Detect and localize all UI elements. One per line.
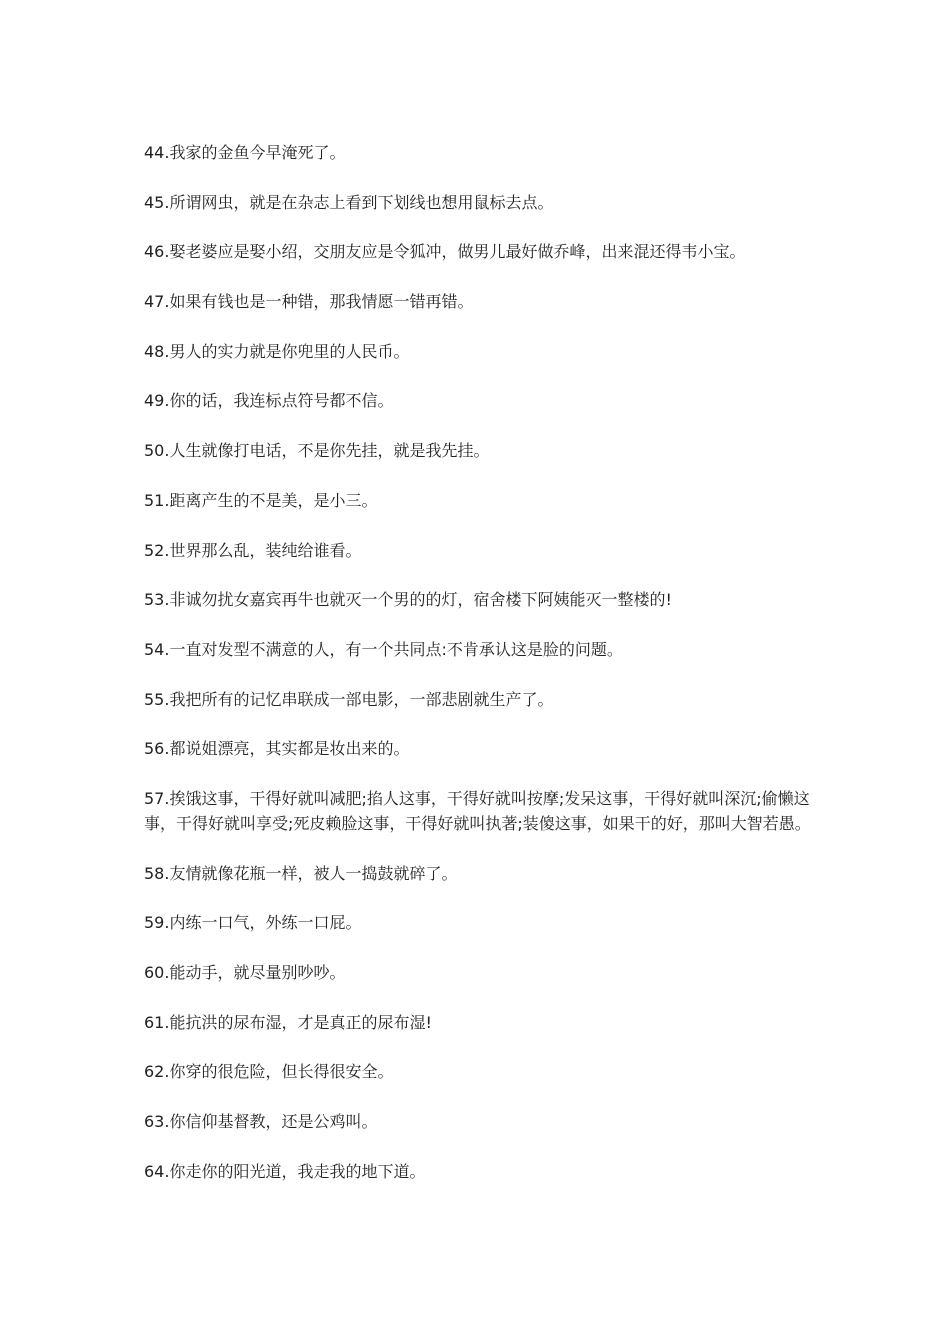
- list-item: 45.所谓网虫，就是在杂志上看到下划线也想用鼠标去点。: [144, 192, 554, 212]
- list-item: 55.我把所有的记忆串联成一部电影，一部悲剧就生产了。: [144, 689, 554, 709]
- list-item: 63.你信仰基督教，还是公鸡叫。: [144, 1112, 378, 1132]
- list-item: 54.一直对发型不满意的人，有一个共同点:不肯承认这是脸的问题。: [144, 639, 623, 659]
- list-item: 60.能动手，就尽量别吵吵。: [144, 963, 346, 982]
- list-item: 61.能抗洪的尿布湿，才是真正的尿布湿!: [144, 1012, 432, 1032]
- list-item: 62.你穿的很危险，但长得很安全。: [144, 1062, 394, 1082]
- list-item: 47.如果有钱也是一种错，那我情愿一错再错。: [144, 292, 474, 312]
- list-item: 49.你的话，我连标点符号都不信。: [144, 391, 394, 411]
- list-item: 56.都说姐漂亮，其实都是妆出来的。: [144, 739, 410, 759]
- list-item: 48.男人的实力就是你兜里的人民币。: [144, 341, 410, 361]
- list-item: 58.友情就像花瓶一样，被人一捣鼓就碎了。: [144, 863, 458, 883]
- list-item: 57.挨饿这事，干得好就叫减肥;掐人这事，干得好就叫按摩;发呆这事，干得好就叫深沉;偷懒这事，干得好就叫享受;死皮赖脸这事，干得好就叫执著;装傻这事，如果干的好，那叫大智若愚。: [144, 788, 811, 833]
- list-item: 46.娶老婆应是娶小绍，交朋友应是令狐冲，做男儿最好做乔峰，出来混还得韦小宝。: [144, 242, 746, 262]
- list-item: 64.你走你的阳光道，我走我的地下道。: [144, 1161, 426, 1181]
- joke-list: [144, 140, 814, 1208]
- list-item: 44.我家的金鱼今早淹死了。: [144, 143, 346, 162]
- list-item: 59.内练一口气，外练一口屁。: [144, 913, 362, 933]
- list-item: 50.人生就像打电话，不是你先挂，就是我先挂。: [144, 441, 490, 461]
- list-item: 53.非诚勿扰女嘉宾再牛也就灭一个男的的灯，宿舍楼下阿姨能灭一整楼的!: [144, 590, 672, 610]
- list-item: 52.世界那么乱，装纯给谁看。: [144, 540, 362, 560]
- list-item: 51.距离产生的不是美，是小三。: [144, 490, 378, 510]
